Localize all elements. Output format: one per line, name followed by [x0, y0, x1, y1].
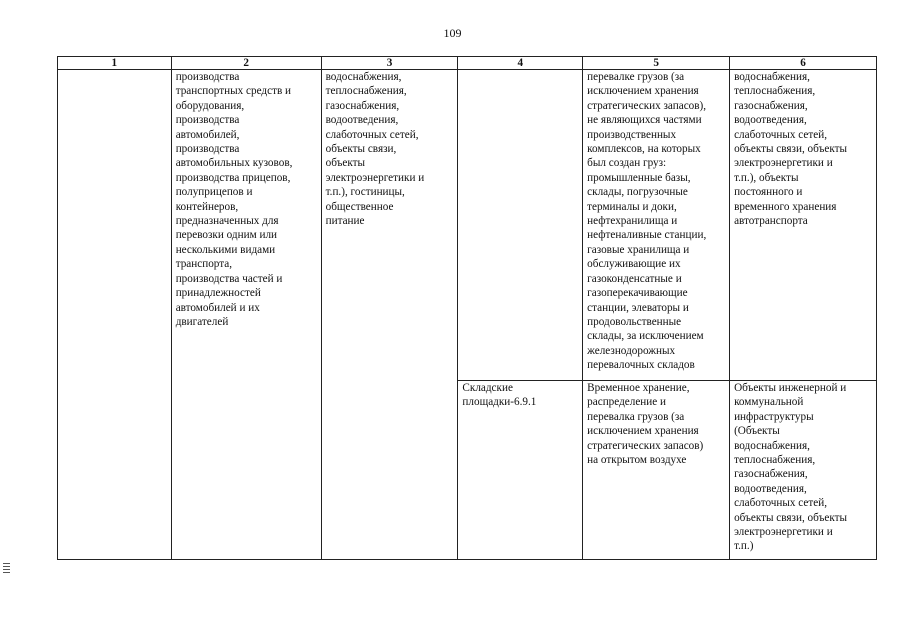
- cell-col6-engineering-infrastructure: Объекты инженерной и коммунальной инфраструктуры (Объекты водоснабжения, теплоснабжения, газоснабжения, водоотведения, слаботочных сетей, объекты связи, объекты электроэнергетики и т.п.): [730, 381, 877, 560]
- cell-col3-utilities: водоснабжения, теплоснабжения, газоснабжения, водоотведения, слаботочных сетей, объекты связи, объекты электроэнергетики и т.п.), гостиницы, общественное питание: [321, 70, 458, 560]
- header-cell-1: 1: [58, 57, 172, 70]
- header-cell-3: 3: [321, 57, 458, 70]
- header-cell-6: 6: [730, 57, 877, 70]
- cell-col1: [58, 70, 172, 560]
- header-cell-4: 4: [458, 57, 583, 70]
- scan-margin-mark: [3, 563, 10, 575]
- zoning-table: [57, 56, 877, 560]
- table-header-row: [58, 57, 877, 70]
- header-cell-5: 5: [583, 57, 730, 70]
- cell-col5-temporary-storage: Временное хранение, распределение и перевалка грузов (за исключением хранения стратегических запасов) на открытом воздухе: [583, 381, 730, 560]
- header-cell-2: 2: [171, 57, 321, 70]
- table-row: [58, 70, 877, 381]
- cell-col4-empty: [458, 70, 583, 381]
- cell-col4-storage-sites: Складские площадки-6.9.1: [458, 381, 583, 560]
- cell-col5-warehouse-description: перевалке грузов (за исключением хранения стратегических запасов), не являющихся частями производственных комплексов, на которых был создан груз: промышленные базы, склады, погрузочные терминалы и доки, нефтехранилища и нефтеналивные станции, газовые хранилища и обслуживающие их газоконденсатные и газоперекачивающие станции, элеваторы и продовольственные склады, за исключением железнодорожных перевалочных складов: [583, 70, 730, 381]
- page-number: 109: [443, 26, 462, 40]
- cell-col6-utilities: водоснабжения, теплоснабжения, газоснабжения, водоотведения, слаботочных сетей, объекты связи, объекты электроэнергетики и т.п.), объекты постоянного и временного хранения автотранспорта: [730, 70, 877, 381]
- cell-col2-production: производства транспортных средств и оборудования, производства автомобилей, производства автомобильных кузовов, производства прицепов, полуприцепов и контейнеров, предназначенных для перевозки одним или несколькими видами транспорта, производства частей и принадлежностей автомобилей и их двигателей: [171, 70, 321, 560]
